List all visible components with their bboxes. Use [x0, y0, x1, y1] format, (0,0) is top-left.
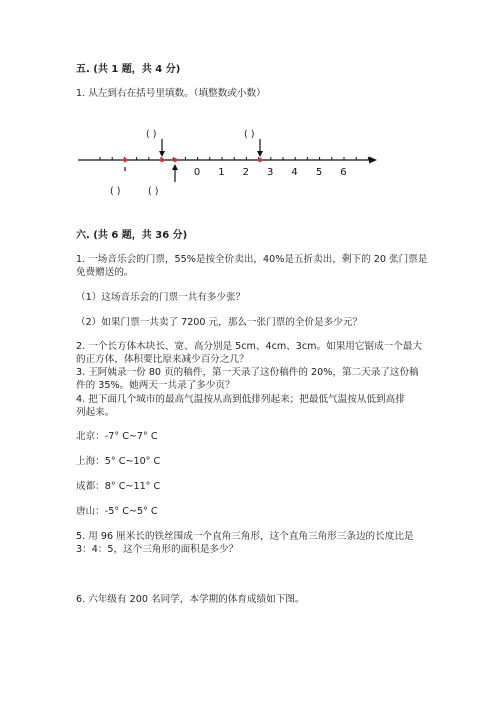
number-line-figure [78, 125, 388, 209]
city-tangshan: 唐山：-5° C~5° C [76, 506, 158, 517]
tick-label: 6 [340, 167, 347, 178]
tick-label: 1 [218, 167, 225, 178]
question-6-1-sub2: （2）如果门票一共卖了 7200 元，那么一张门票的全价是多少元？ [76, 317, 363, 328]
question-6-3-line2: 件的 35%。她两天一共录了多少页？ [76, 380, 235, 391]
question-6-1-line2: 免费赠送的。 [76, 267, 134, 278]
number-line-svg [78, 125, 388, 205]
red-point-4 [258, 158, 262, 162]
question-6-6: 6. 六年级有 200 名同学，本学期的体育成绩如下图。 [76, 594, 305, 605]
question-6-5-line2: 3：4：5，这个三角形的面积是多少？ [76, 544, 239, 555]
blank-bottom-2: ( ) [148, 186, 159, 197]
city-chengdu: 成都：8° C~11° C [76, 481, 161, 492]
question-6-1-line1: 1. 一场音乐会的门票，55%是按全价卖出，40%是五折卖出，剩下的 20 张门票是 [76, 254, 428, 265]
tick-label: 4 [291, 167, 298, 178]
number-line-tick-labels [194, 167, 347, 178]
question-5-1: 1. 从左到右在括号里填数。（填整数或小数） [76, 88, 266, 99]
question-6-3-line1: 3. 王阿姨录一份 80 页的稿件，第一天录了这份稿件的 20%，第二天录了这份稿 [76, 367, 419, 378]
city-shanghai: 上海：5° C~10° C [76, 456, 161, 467]
question-6-5-line1: 5. 用 96 厘米长的铁丝围成一个直角三角形，这个直角三角形三条边的长度比是 [76, 531, 414, 542]
number-line-arrow [369, 157, 377, 164]
tick-label: 3 [267, 167, 274, 178]
down-arrow-head-2 [257, 151, 263, 157]
blank-top-1: ( ) [146, 129, 157, 140]
question-6-4-line2: 列起来。 [76, 407, 115, 418]
question-6-4-line1: 4. 把下面几个城市的最高气温按从高到低排列起来；把最低气温按从低到高排 [76, 394, 405, 405]
section6-heading: 六. (共 6 题，共 36 分) [76, 230, 188, 241]
blank-bottom-1: ( ) [110, 186, 121, 197]
question-6-2-line2: 的正方体，体积要比原来减少百分之几？ [76, 354, 249, 365]
red-point-2 [160, 158, 164, 162]
red-point-3 [173, 158, 177, 162]
city-beijing: 北京：-7° C~7° C [76, 431, 158, 442]
question-6-1-sub1: （1）这场音乐会的门票一共有多少张？ [76, 292, 246, 303]
tick-label: 0 [193, 167, 201, 178]
tick-label: 5 [315, 167, 323, 178]
up-arrow-head-1 [172, 164, 178, 170]
tick-label: 2 [242, 167, 249, 178]
question-6-2-line1: 2. 一个长方体木块长、宽、高分别是 5cm、4cm、3cm。如果用它锯成一个最大 [76, 341, 423, 352]
section5-heading: 五. (共 1 题，共 4 分) [76, 64, 181, 75]
red-point-1 [123, 158, 127, 162]
down-arrow-head-1 [159, 151, 165, 157]
blank-top-2: ( ) [244, 129, 255, 140]
